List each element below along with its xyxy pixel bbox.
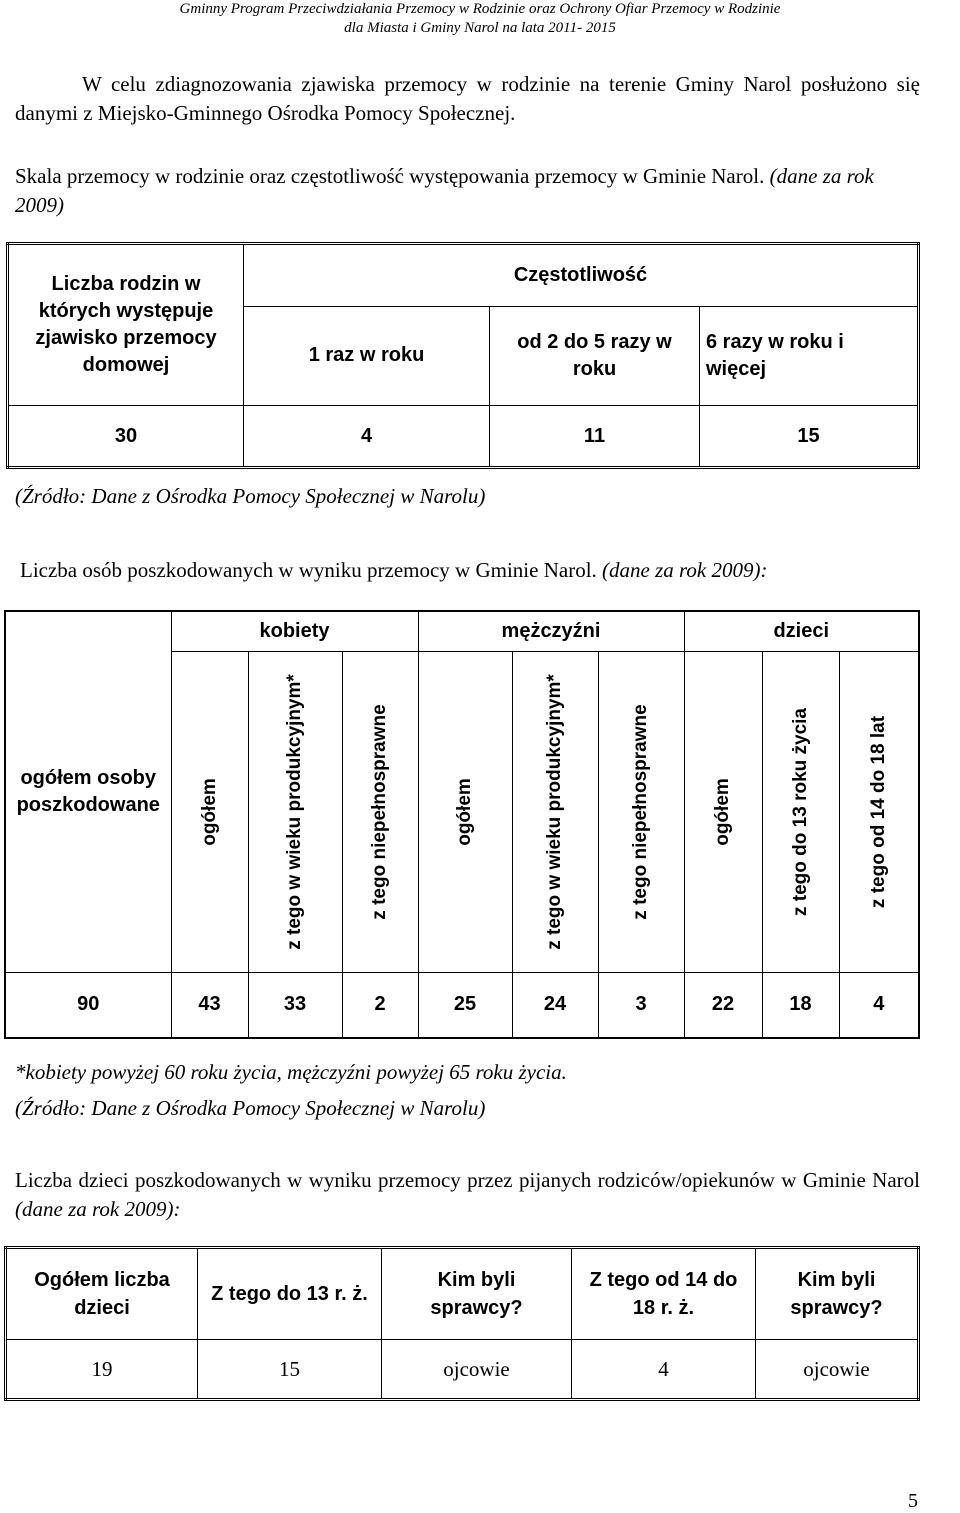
value-2to5: 11 — [490, 406, 700, 468]
victims-note: (dane za rok 2009): — [602, 558, 768, 582]
header-subtitle: dla Miasta i Gminy Narol na lata 2011- 2015 — [344, 20, 616, 36]
group-children-header: dzieci — [684, 611, 919, 651]
intro-paragraph: W celu zdiagnozowania zjawiska przemocy w rodzinie na terenie Gminy Narol posłużono się danymi z Miejsko-Gminnego Ośrodka Pomocy Społecznej. — [15, 72, 920, 125]
frequency-header: Częstotliwość — [244, 244, 919, 307]
value-women-working-age: 33 — [248, 972, 342, 1038]
page-number: 5 — [908, 1490, 918, 1512]
children-text: Liczba dzieci poszkodowanych w wyniku przemocy przez pijanych rodziców/opiekunów w Gminie Narol — [15, 1168, 920, 1192]
value-children-14to18-count: 4 — [572, 1340, 756, 1400]
value-6plus: 15 — [700, 406, 919, 468]
families-header: Liczba rodzin w których występuje zjawisko przemocy domowej — [8, 244, 244, 406]
children-table — [4, 1246, 920, 1401]
victims-paragraph — [20, 556, 925, 585]
women-total-header: ogółem — [171, 651, 248, 972]
scale-note: (dane za rok 2009) — [15, 164, 874, 217]
victims-total-header: ogółem osoby poszkodowane — [5, 611, 171, 972]
women-working-age-header: z tego w wieku produkcyjnym* — [248, 651, 342, 972]
children-14to18-header: z tego od 14 do 18 lat — [839, 651, 919, 972]
men-disabled-header: z tego niepełnosprawne — [598, 651, 684, 972]
victims-table — [4, 610, 920, 1039]
perpetrators-14to18-header: Kim byli sprawcy? — [756, 1248, 919, 1340]
source-note-2: (Źródło: Dane z Ośrodka Pomocy Społecznej w Narolu) — [15, 1096, 486, 1120]
group-men-header: mężczyźni — [418, 611, 684, 651]
frequency-table — [6, 242, 920, 469]
value-women-total: 43 — [171, 972, 248, 1038]
value-total-victims: 90 — [5, 972, 171, 1038]
value-children-total: 22 — [684, 972, 762, 1038]
value-children-total-count: 19 — [6, 1340, 198, 1400]
header-title: Gminny Program Przeciwdziałania Przemocy w Rodzinie oraz Ochrony Ofiar Przemocy w Rodzinie — [179, 1, 781, 17]
men-total-header: ogółem — [418, 651, 512, 972]
children-note: (dane za rok 2009): — [15, 1197, 181, 1221]
group-women-header: kobiety — [171, 611, 418, 651]
scale-text: Skala przemocy w rodzinie oraz częstotliwość występowania przemocy w Gminie Narol. — [15, 164, 770, 188]
children-total-header: ogółem — [684, 651, 762, 972]
men-working-age-header: z tego w wieku produkcyjnym* — [512, 651, 598, 972]
children-14to18-count-header: Z tego od 14 do 18 r. ż. — [572, 1248, 756, 1340]
children-under13-header: z tego do 13 roku życia — [762, 651, 839, 972]
value-men-disabled: 3 — [598, 972, 684, 1038]
children-under13-count-header: Z tego do 13 r. ż. — [198, 1248, 382, 1340]
victims-text: Liczba osób poszkodowanych w wyniku przemocy w Gminie Narol. — [20, 558, 603, 582]
freq-2to5-header: od 2 do 5 razy w roku — [490, 306, 700, 405]
source-note-1: (Źródło: Dane z Ośrodka Pomocy Społecznej w Narolu) — [15, 484, 486, 508]
footnote: *kobiety powyżej 60 roku życia, mężczyźni powyżej 65 roku życia. — [15, 1060, 567, 1084]
women-disabled-header: z tego niepełnosprawne — [342, 651, 418, 972]
value-children-under13: 18 — [762, 972, 839, 1038]
freq-once-header: 1 raz w roku — [244, 306, 490, 405]
value-children-14to18: 4 — [839, 972, 919, 1038]
children-total-count-header: Ogółem liczba dzieci — [6, 1248, 198, 1340]
value-children-under13-count: 15 — [198, 1340, 382, 1400]
value-women-disabled: 2 — [342, 972, 418, 1038]
value-perpetrators-14to18: ojcowie — [756, 1340, 919, 1400]
freq-6plus-header: 6 razy w roku i więcej — [700, 306, 919, 405]
value-families: 30 — [8, 406, 244, 468]
scale-paragraph — [15, 162, 920, 220]
value-perpetrators-under13: ojcowie — [382, 1340, 572, 1400]
perpetrators-under13-header: Kim byli sprawcy? — [382, 1248, 572, 1340]
children-paragraph — [15, 1166, 920, 1224]
value-men-total: 25 — [418, 972, 512, 1038]
value-men-working-age: 24 — [512, 972, 598, 1038]
value-once: 4 — [244, 406, 490, 468]
